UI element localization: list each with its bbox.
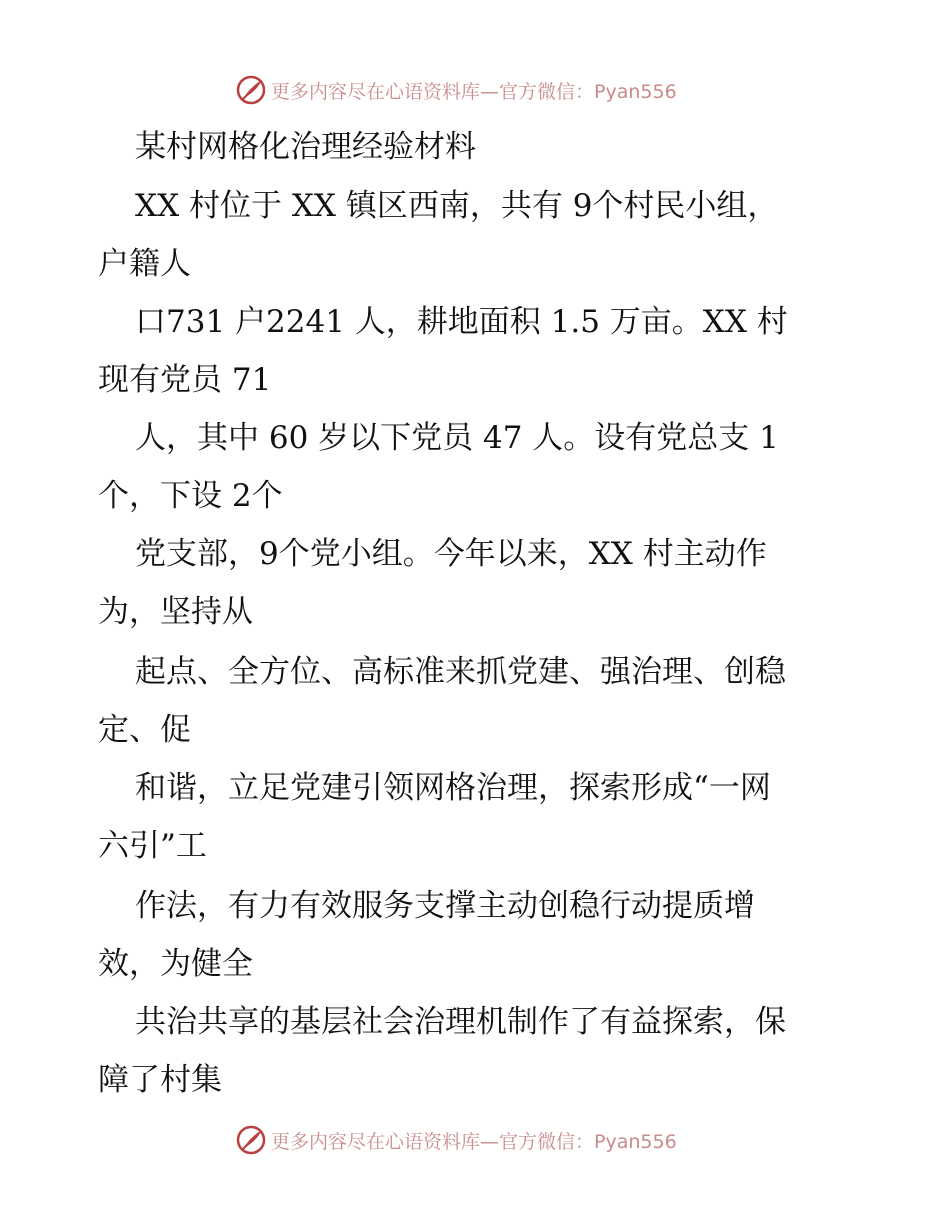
paragraph-line: 效，为健全 [98,946,253,982]
feather-quill-logo-icon [235,74,267,106]
paragraph-line: 人，其中 60 岁以下党员 47 人。设有党总支 1 [135,420,779,456]
paragraph-line: 户籍人 [98,246,191,282]
paragraph-line: 作法，有力有效服务支撑主动创稳行动提质增 [135,888,755,924]
paragraph-line: 党支部，9个党小组。今年以来，XX 村主动作 [135,536,767,572]
paragraph-line: 起点、全方位、高标准来抓党建、强治理、创稳 [135,654,786,690]
watermark-header [235,73,677,107]
paragraph-line: 障了村集 [98,1062,222,1098]
paragraph-line: 口731 户2241 人，耕地面积 1.5 万亩。XX 村 [135,304,788,340]
paragraph-line: 现有党员 71 [98,362,272,398]
paragraph-line: 为，坚持从 [98,594,253,630]
watermark-text: 更多内容尽在心语资料库—官方微信：Pyan556 [271,80,677,103]
paragraph-line: 六引”工 [98,828,207,864]
feather-quill-logo-icon [235,1124,267,1156]
paragraph-line: XX 村位于 XX 镇区西南，共有 9个村民小组， [135,188,779,224]
document-title: 某村网格化治理经验材料 [135,129,476,165]
watermark-footer [235,1123,677,1157]
paragraph-line: 定、促 [98,712,191,748]
watermark-text: 更多内容尽在心语资料库—官方微信：Pyan556 [271,1130,677,1153]
paragraph-line: 和谐，立足党建引领网格治理，探索形成“一网 [135,770,771,806]
paragraph-line: 共治共享的基层社会治理机制作了有益探索，保 [135,1004,786,1040]
paragraph-line: 个，下设 2个 [98,478,283,514]
